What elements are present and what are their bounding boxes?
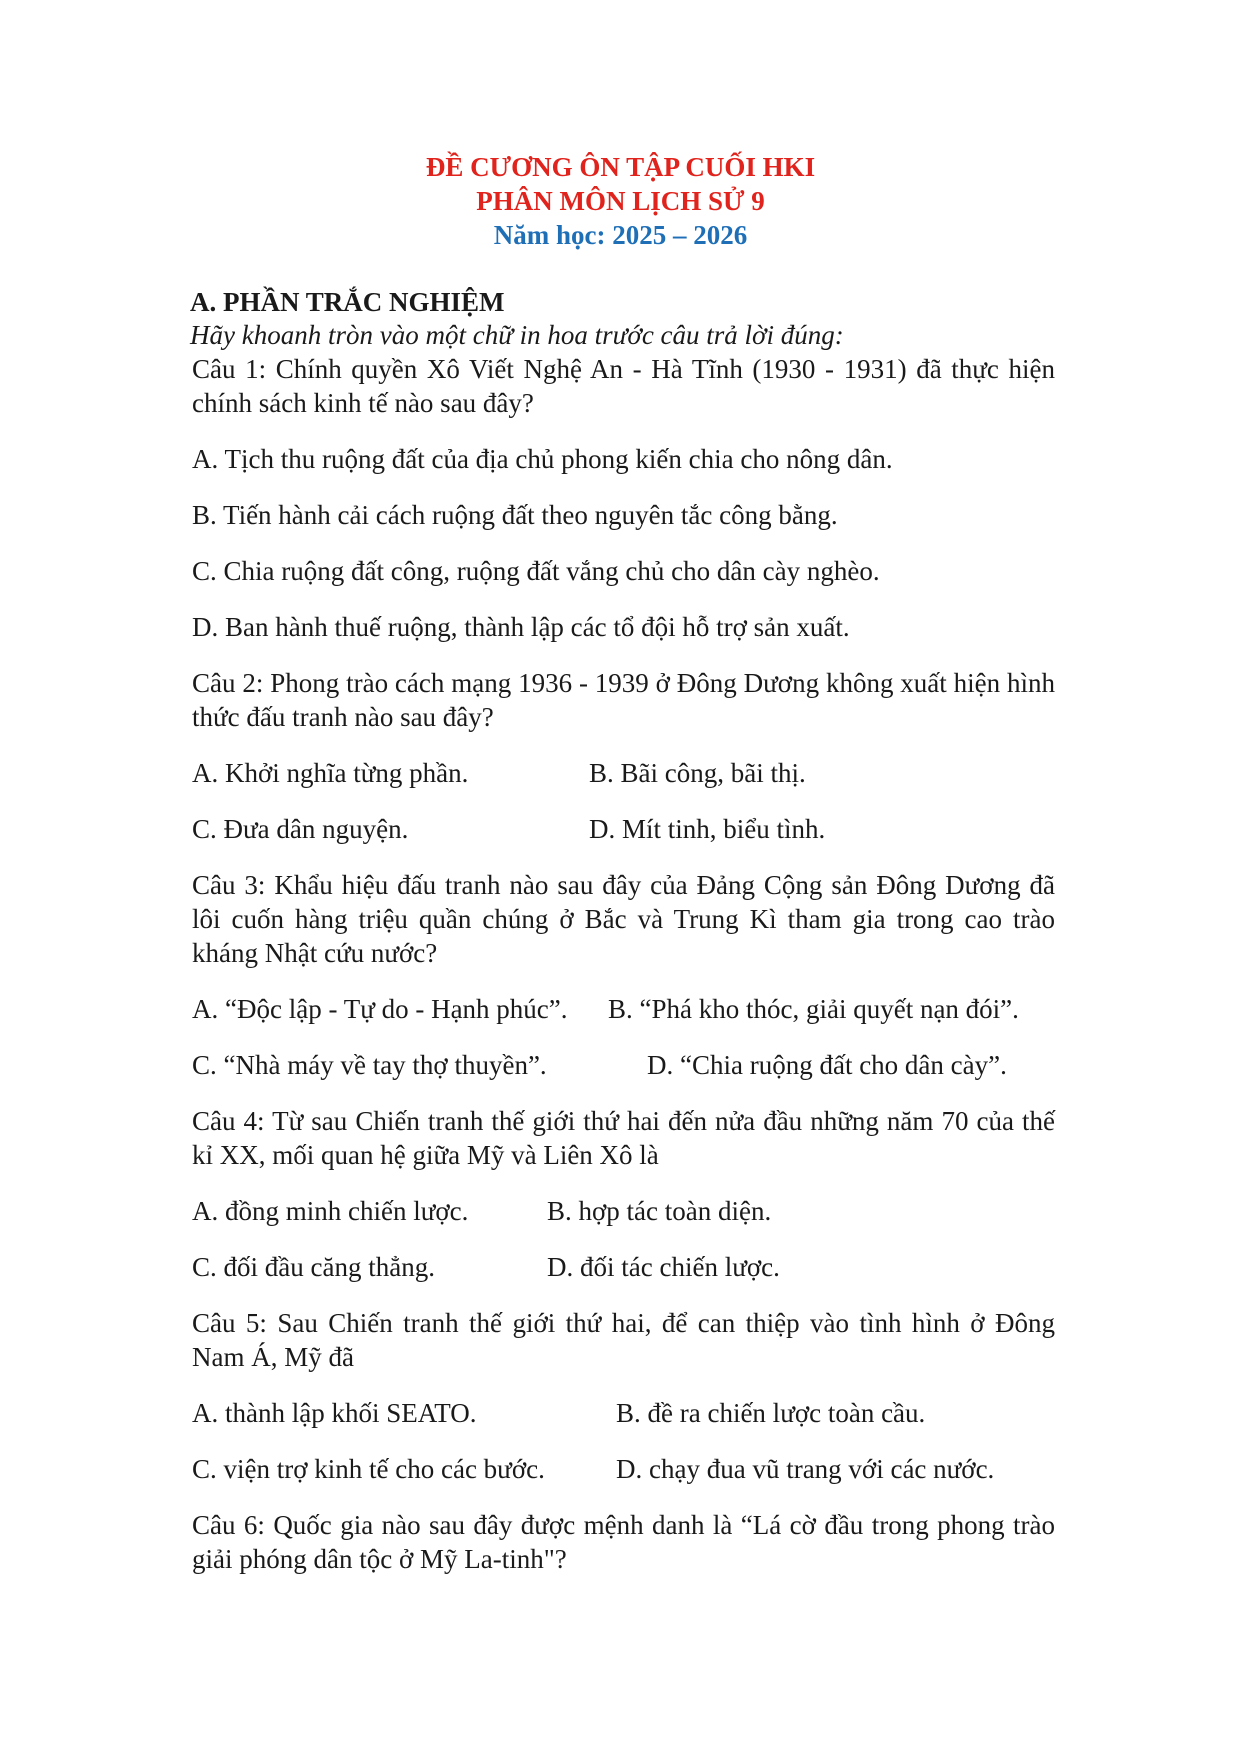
document-header [0, 150, 1241, 252]
question-4-options-row-1 [192, 1194, 1055, 1228]
question-3-option-d: D. “Chia ruộng đất cho dân cày”. [647, 1050, 1007, 1080]
question-5-option-c: C. viện trợ kinh tế cho các bước. [192, 1454, 545, 1484]
question-2-options-row-1 [192, 756, 1055, 790]
question-3-options-row-1 [192, 992, 1055, 1026]
question-1-option-a: A. Tịch thu ruộng đất của địa chủ phong kiến chia cho nông dân. [192, 444, 893, 474]
question-4-option-c: C. đối đầu căng thẳng. [192, 1252, 435, 1282]
question-2-option-c: C. Đưa dân nguyện. [192, 814, 409, 844]
question-5: Câu 5: Sau Chiến tranh thế giới thứ hai, để can thiệp vào tình hình ở Đông Nam Á, Mỹ đã [192, 1308, 1055, 1372]
question-2-option-a: A. Khởi nghĩa từng phần. [192, 758, 469, 788]
school-year: Năm học: 2025 – 2026 [493, 220, 748, 250]
question-5-option-b: B. đề ra chiến lược toàn cầu. [616, 1398, 926, 1428]
subject-title: PHÂN MÔN LỊCH SỬ 9 [476, 186, 765, 216]
question-4: Câu 4: Từ sau Chiến tranh thế giới thứ hai đến nửa đầu những năm 70 của thế kỉ XX, mối quan hệ giữa Mỹ và Liên Xô là [192, 1106, 1055, 1170]
question-2-option-b: B. Bãi công, bãi thị. [589, 758, 806, 788]
question-6: Câu 6: Quốc gia nào sau đây được mệnh danh là “Lá cờ đầu trong phong trào giải phóng dân tộc ở Mỹ La-tinh"? [192, 1510, 1055, 1574]
question-3-option-b: B. “Phá kho thóc, giải quyết nạn đói”. [608, 994, 1019, 1024]
question-5-options-row-1 [192, 1396, 1055, 1430]
question-5-option-a: A. thành lập khối SEATO. [192, 1398, 477, 1428]
question-4-options-row-2 [192, 1250, 1055, 1284]
document-title: ĐỀ CƯƠNG ÔN TẬP CUỐI HKI [425, 152, 816, 182]
question-2-option-d: D. Mít tinh, biểu tình. [589, 814, 826, 844]
question-1-option-c: C. Chia ruộng đất công, ruộng đất vắng chủ cho dân cày nghèo. [192, 556, 880, 586]
question-3: Câu 3: Khẩu hiệu đấu tranh nào sau đây của Đảng Cộng sản Đông Dương đã lôi cuốn hàng triệu quần chúng ở Bắc và Trung Kì tham gia trong cao trào kháng Nhật cứu nước? [192, 870, 1055, 968]
question-5-options-row-2 [192, 1452, 1055, 1486]
document-body [192, 286, 1055, 1598]
question-3-option-a: A. “Độc lập - Tự do - Hạnh phúc”. [192, 994, 568, 1024]
question-4-option-a: A. đồng minh chiến lược. [192, 1196, 469, 1226]
question-1: Câu 1: Chính quyền Xô Viết Nghệ An - Hà Tĩnh (1930 - 1931) đã thực hiện chính sách kinh tế nào sau đây? [192, 354, 1055, 418]
question-2-options-row-2 [192, 812, 1055, 846]
section-a-title: A. PHẦN TRẮC NGHIỆM [190, 287, 505, 317]
question-5-option-d: D. chạy đua vũ trang với các nước. [616, 1454, 995, 1484]
question-1-option-b: B. Tiến hành cải cách ruộng đất theo nguyên tắc công bằng. [192, 500, 838, 530]
question-4-option-d: D. đối tác chiến lược. [547, 1252, 780, 1282]
question-3-option-c: C. “Nhà máy về tay thợ thuyền”. [192, 1050, 547, 1080]
section-a-instruction: Hãy khoanh tròn vào một chữ in hoa trước câu trả lời đúng: [190, 320, 844, 350]
question-1-option-d: D. Ban hành thuế ruộng, thành lập các tổ đội hỗ trợ sản xuất. [192, 612, 850, 642]
question-4-option-b: B. hợp tác toàn diện. [547, 1196, 772, 1226]
question-2: Câu 2: Phong trào cách mạng 1936 - 1939 ở Đông Dương không xuất hiện hình thức đấu tranh nào sau đây? [192, 668, 1055, 732]
question-3-options-row-2 [192, 1048, 1055, 1082]
